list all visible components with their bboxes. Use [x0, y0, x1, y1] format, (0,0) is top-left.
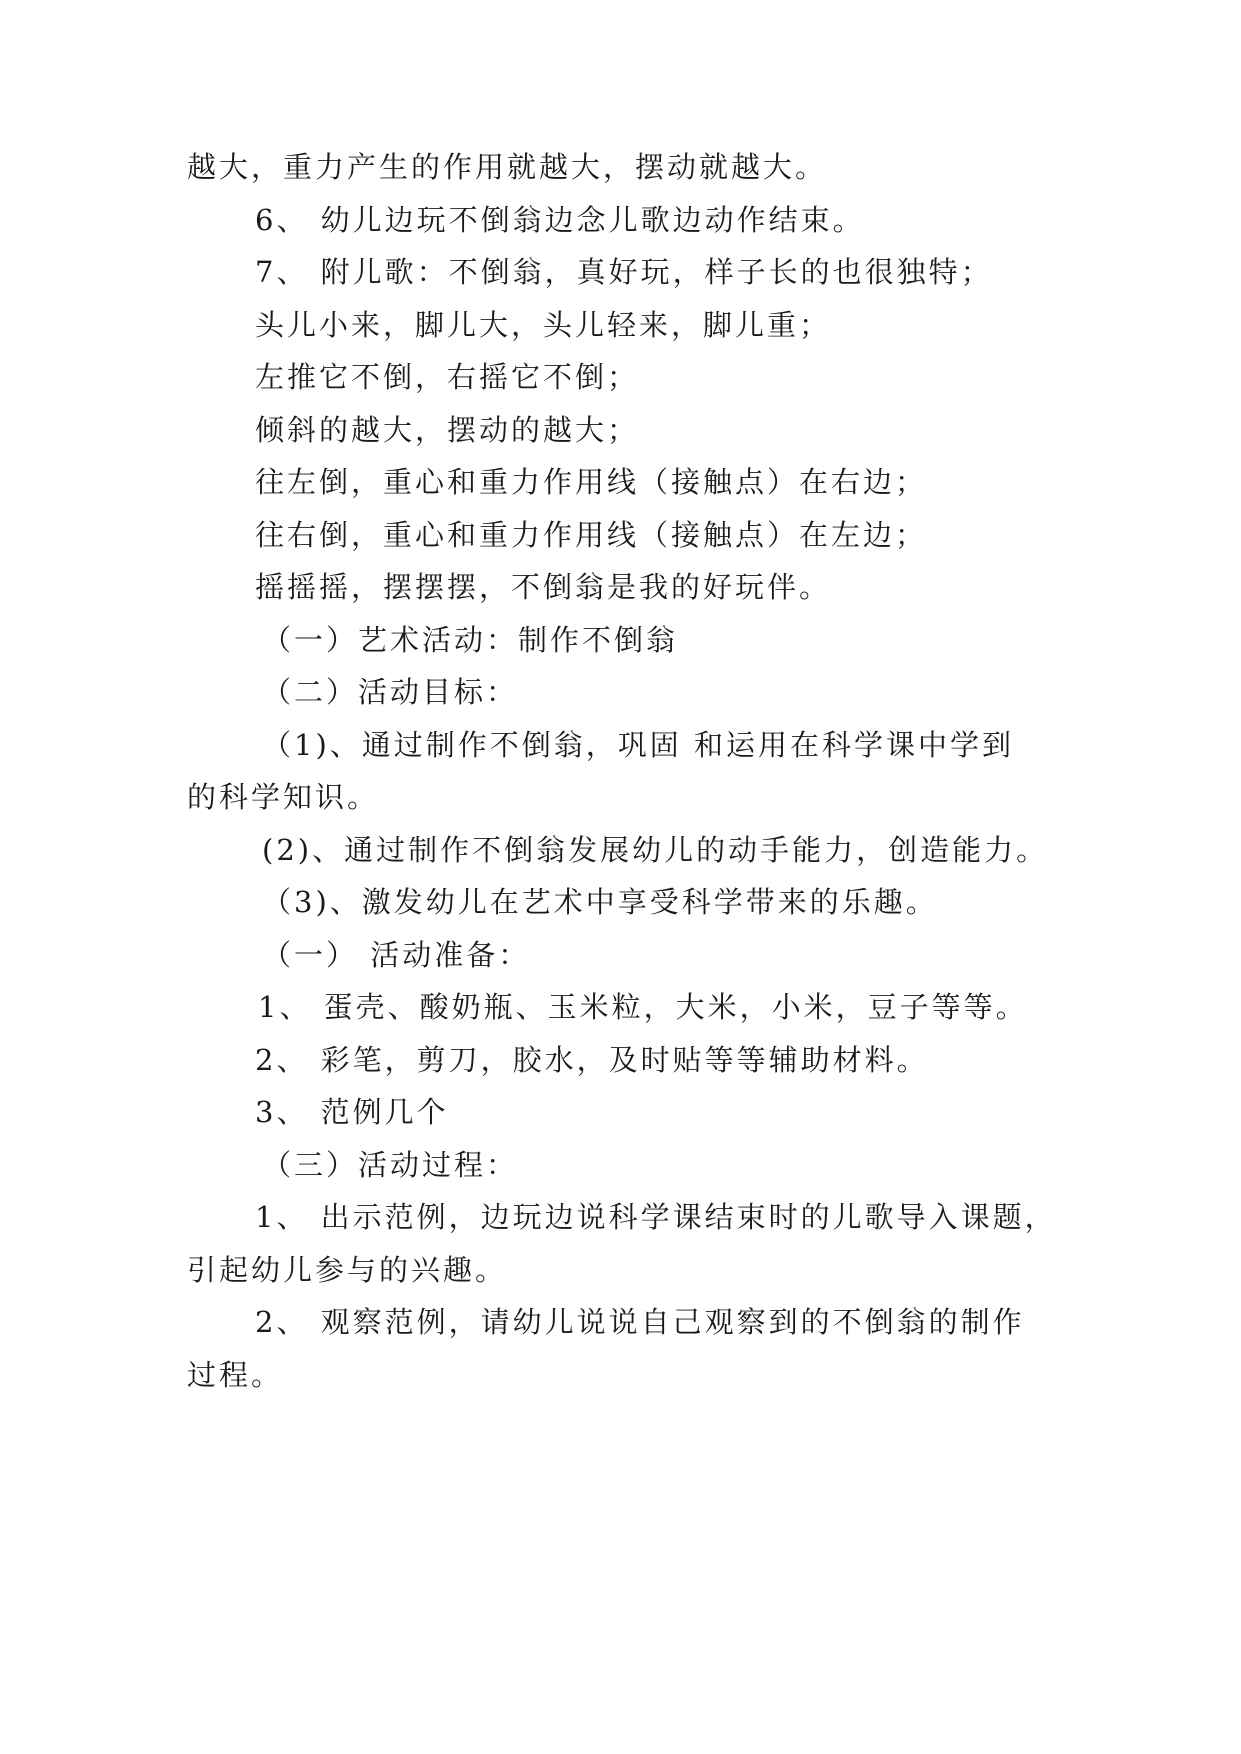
text-line: （1)、通过制作不倒翁，巩固 和运用在科学课中学到 — [262, 728, 1014, 762]
section-heading: （一） 活动准备： — [262, 938, 531, 972]
text-line: 引起幼儿参与的兴趣。 — [187, 1253, 508, 1287]
text-line: 过程。 — [187, 1358, 284, 1392]
text-line: 2、 彩笔，剪刀，胶水，及时贴等等辅助材料。 — [255, 1043, 929, 1077]
text-line: 左推它不倒，右摇它不倒； — [255, 360, 640, 394]
text-line: 头儿小来，脚儿大，头儿轻来，脚儿重； — [255, 308, 832, 342]
section-heading: （三）活动过程： — [262, 1148, 519, 1182]
text-line: 2、 观察范例，请幼儿说说自己观察到的不倒翁的制作 — [255, 1305, 1025, 1339]
text-line: 往右倒，重心和重力作用线（接触点）在左边； — [255, 518, 928, 552]
text-line: 越大，重力产生的作用就越大，摆动就越大。 — [187, 150, 828, 184]
text-line: 1、 出示范例，边玩边说科学课结束时的儿歌导入课题， — [255, 1200, 1057, 1234]
text-line: 往左倒，重心和重力作用线（接触点）在右边； — [255, 465, 928, 499]
section-heading: （二）活动目标： — [262, 675, 519, 709]
text-line: 6、 幼儿边玩不倒翁边念儿歌边动作结束。 — [255, 203, 865, 237]
text-line: 7、 附儿歌：不倒翁，真好玩，样子长的也很独特； — [255, 255, 993, 289]
section-heading: （一）艺术活动：制作不倒翁 — [262, 623, 679, 657]
text-line: 摇摇摇，摆摆摆，不倒翁是我的好玩伴。 — [255, 570, 832, 604]
text-line: 倾斜的越大，摆动的越大； — [255, 413, 640, 447]
text-line: 的科学知识。 — [187, 780, 380, 814]
text-line: 3、 范例几个 — [255, 1095, 449, 1129]
text-line: (2)、通过制作不倒翁发展幼儿的动手能力，创造能力。 — [262, 833, 1049, 867]
text-line: 1、 蛋壳、酸奶瓶、玉米粒，大米，小米，豆子等等。 — [258, 990, 1028, 1024]
text-line: （3)、激发幼儿在艺术中享受科学带来的乐趣。 — [262, 885, 938, 919]
